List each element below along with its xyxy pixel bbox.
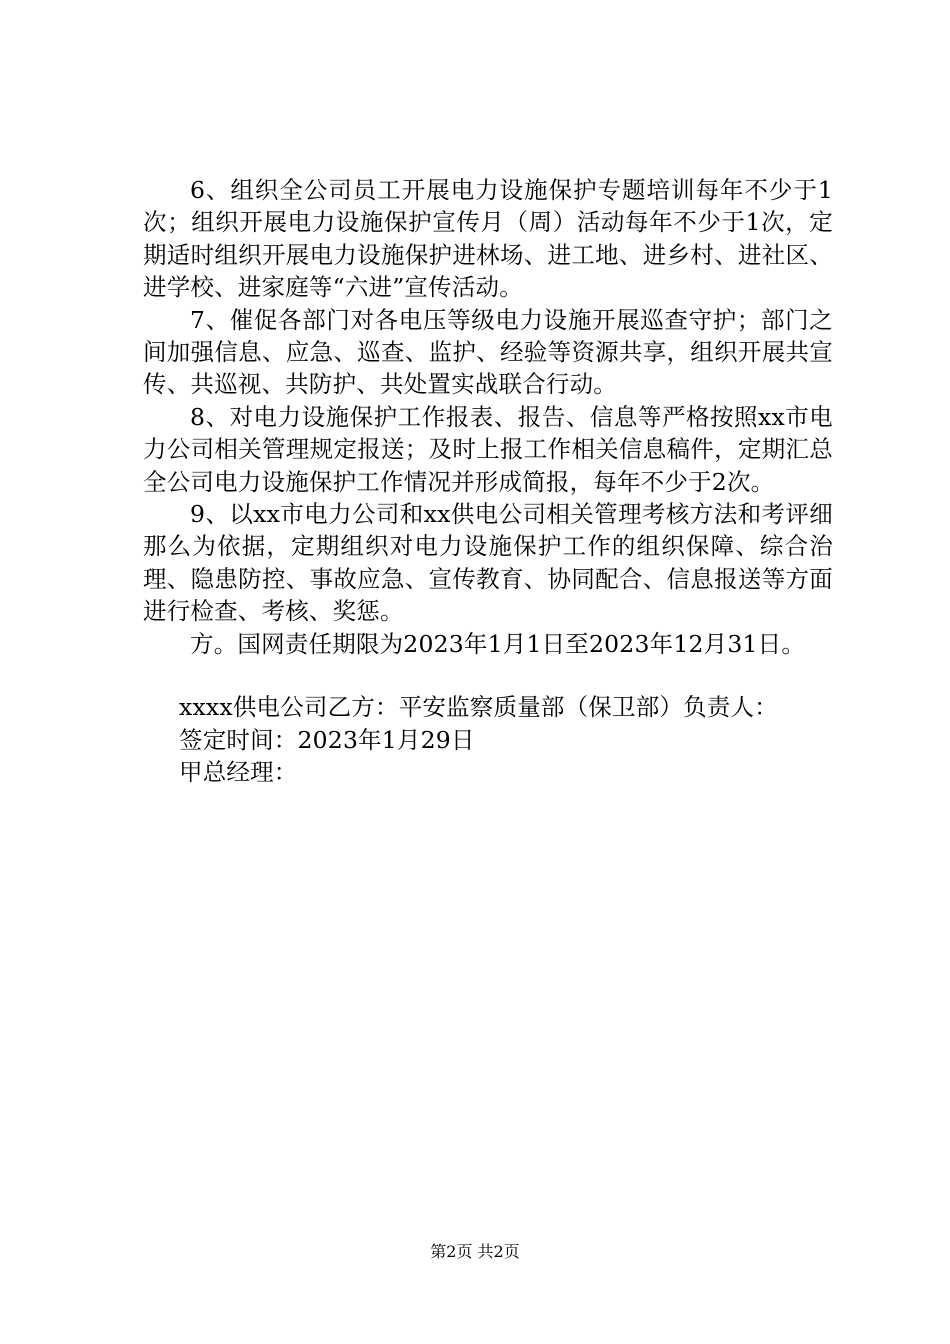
signing-date-line: 签定时间：2023年1月29日 [179,725,475,754]
paragraph-item-9: 9、以xx市电力公司和xx供电公司相关管理考核方法和考评细那么为依据，定期组织对电力设施保护工作的组织保障、综合治理、隐患防控、事故应急、宣传教育、协同配合、信息报送等方面进行检查、考核、奖惩。 [143,500,833,626]
signature-block [143,691,833,788]
paragraph-item-8: 8、对电力设施保护工作报表、报告、信息等严格按照xx市电力公司相关管理规定报送；及时上报工作相关信息稿件，定期汇总全公司电力设施保护工作情况并形成简报，每年不少于2次。 [143,402,833,496]
page-number-footer: 第2页 共2页 [430,1242,520,1261]
signature-parties-line: xxxx供电公司乙方：平安监察质量部（保卫部）负责人： [179,693,778,722]
paragraph-item-7: 7、催促各部门对各电压等级电力设施开展巡查守护；部门之间加强信息、应急、巡查、监护、经验等资源共享，组织开展共宣传、共巡视、共防护、共处置实战联合行动。 [143,305,833,399]
paragraph-item-6: 6、组织全公司员工开展电力设施保护专题培训每年不少于1次；组织开展电力设施保护宣传月（周）活动每年不少于1次，定期适时组织开展电力设施保护进林场、进工地、进乡村、进社区、进学校、进家庭等“六进”宣传活动。 [143,176,833,302]
responsibility-period-paragraph: 方。国网责任期限为2023年1月1日至2023年12月31日。 [190,629,806,658]
general-manager-line: 甲总经理： [179,757,298,786]
document-body [143,174,833,788]
